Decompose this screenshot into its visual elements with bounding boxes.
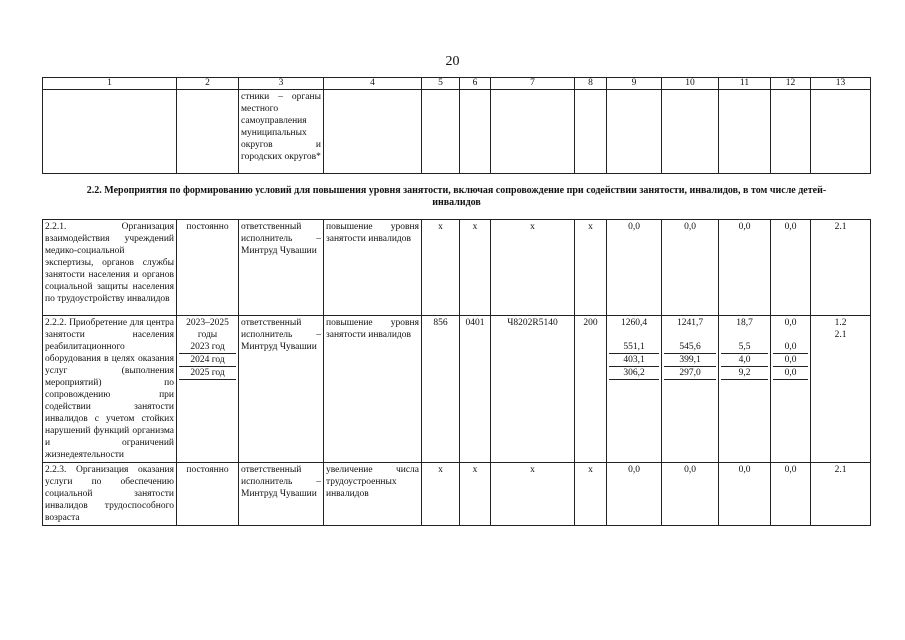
republic-budget-cell (719, 316, 771, 463)
goal-cell: повышение уровня занятости инвалидов (324, 316, 422, 463)
other-sources-cell: 0,0 (771, 220, 811, 316)
measures-table (42, 77, 871, 526)
measure-name: 2.2.3. Организация оказания услуги по обеспечению социальной занятости инвалидов трудоспособного возраста (43, 463, 177, 526)
col-header: 2 (177, 78, 239, 90)
grbs-cell: x (422, 463, 460, 526)
table-row (43, 463, 871, 526)
col-header: 8 (575, 78, 607, 90)
target-article-cell: Ч8202R5140 (491, 316, 575, 463)
amount-year: 5,5 (721, 341, 768, 354)
table-row (43, 220, 871, 316)
section-title: 2.2. Мероприятия по формированию условий для повышения уровня занятости, включая сопровождение при содействии занятости, инвалидов, в том числе детей-инвалидов (43, 174, 871, 220)
continuation-row (43, 90, 871, 174)
col-header: 4 (324, 78, 422, 90)
amount-year: 297,0 (664, 367, 716, 380)
other-sources-cell: 0,0 (771, 463, 811, 526)
section-code-cell: x (460, 220, 491, 316)
amount-total: 18,7 (736, 318, 753, 328)
amount-total: 0,0 (784, 318, 797, 328)
col-header: 6 (460, 78, 491, 90)
section-code-cell: x (460, 463, 491, 526)
participants-cell: стники – органы местного самоуправления муниципальных округов и городских округов* (239, 90, 324, 174)
amount-year: 0,0 (773, 367, 808, 380)
indicator-ref: 2.1 (834, 330, 847, 340)
total-cell (607, 316, 662, 463)
amount-year: 403,1 (609, 354, 659, 367)
expense-type-cell: 200 (575, 316, 607, 463)
grbs-cell: 856 (422, 316, 460, 463)
term-period: 2023–2025 годы (186, 318, 229, 340)
executor-cell: ответственный исполнитель – Минтруд Чувашии (239, 463, 324, 526)
amount-year: 306,2 (609, 367, 659, 380)
indicator-cell: 2.1 (811, 463, 871, 526)
col-header: 12 (771, 78, 811, 90)
amount-total: 1260,4 (620, 318, 648, 328)
section-code-cell: 0401 (460, 316, 491, 463)
indicator-cell (811, 316, 871, 463)
indicator-cell: 2.1 (811, 220, 871, 316)
other-sources-cell (771, 316, 811, 463)
expense-type-cell: x (575, 463, 607, 526)
expense-type-cell: x (575, 220, 607, 316)
col-header: 10 (662, 78, 719, 90)
amount-year: 545,6 (664, 341, 716, 354)
amount-year: 399,1 (664, 354, 716, 367)
table-row (43, 316, 871, 463)
page-number: 20 (445, 54, 460, 69)
target-article-cell: x (491, 220, 575, 316)
term-cell: постоянно (177, 463, 239, 526)
amount-total: 1241,7 (676, 318, 704, 328)
indicator-ref: 1.2 (834, 318, 847, 328)
republic-budget-cell: 0,0 (719, 463, 771, 526)
amount-year: 551,1 (609, 341, 659, 354)
col-header: 7 (491, 78, 575, 90)
measure-name: 2.2.2. Приобретение для центра занятости населения реабилитационного оборудования в целях оказания услуг (выполнения мероприятий) по сопровождению при содействии занятости инвалидов с учетом стойких нарушений функций организма и ограничений жизнедеятельности (43, 316, 177, 463)
col-header: 11 (719, 78, 771, 90)
executor-cell: ответственный исполнитель – Минтруд Чувашии (239, 220, 324, 316)
amount-year: 4,0 (721, 354, 768, 367)
total-cell: 0,0 (607, 463, 662, 526)
republic-budget-cell: 0,0 (719, 220, 771, 316)
col-header: 5 (422, 78, 460, 90)
col-header: 9 (607, 78, 662, 90)
col-header: 3 (239, 78, 324, 90)
term-year: 2024 год (179, 354, 236, 367)
term-cell: постоянно (177, 220, 239, 316)
amount-year: 0,0 (773, 341, 808, 354)
federal-budget-cell: 0,0 (662, 220, 719, 316)
measure-name: 2.2.1. Организация взаимодействия учреждений медико-социальной экспертизы, органов службы занятости населения и органов социальной защиты населения по трудоустройству инвалидов (43, 220, 177, 316)
term-year: 2025 год (179, 367, 236, 380)
term-year: 2023 год (179, 341, 236, 354)
federal-budget-cell (662, 316, 719, 463)
column-number-row (43, 78, 871, 90)
amount-year: 0,0 (773, 354, 808, 367)
amount-year: 9,2 (721, 367, 768, 380)
federal-budget-cell: 0,0 (662, 463, 719, 526)
total-cell: 0,0 (607, 220, 662, 316)
goal-cell: повышение уровня занятости инвалидов (324, 220, 422, 316)
col-header: 1 (43, 78, 177, 90)
target-article-cell: x (491, 463, 575, 526)
col-header: 13 (811, 78, 871, 90)
executor-cell: ответственный исполнитель – Минтруд Чувашии (239, 316, 324, 463)
grbs-cell: x (422, 220, 460, 316)
term-cell (177, 316, 239, 463)
section-heading-row (43, 174, 871, 220)
goal-cell: увеличение числа трудоустроенных инвалидов (324, 463, 422, 526)
